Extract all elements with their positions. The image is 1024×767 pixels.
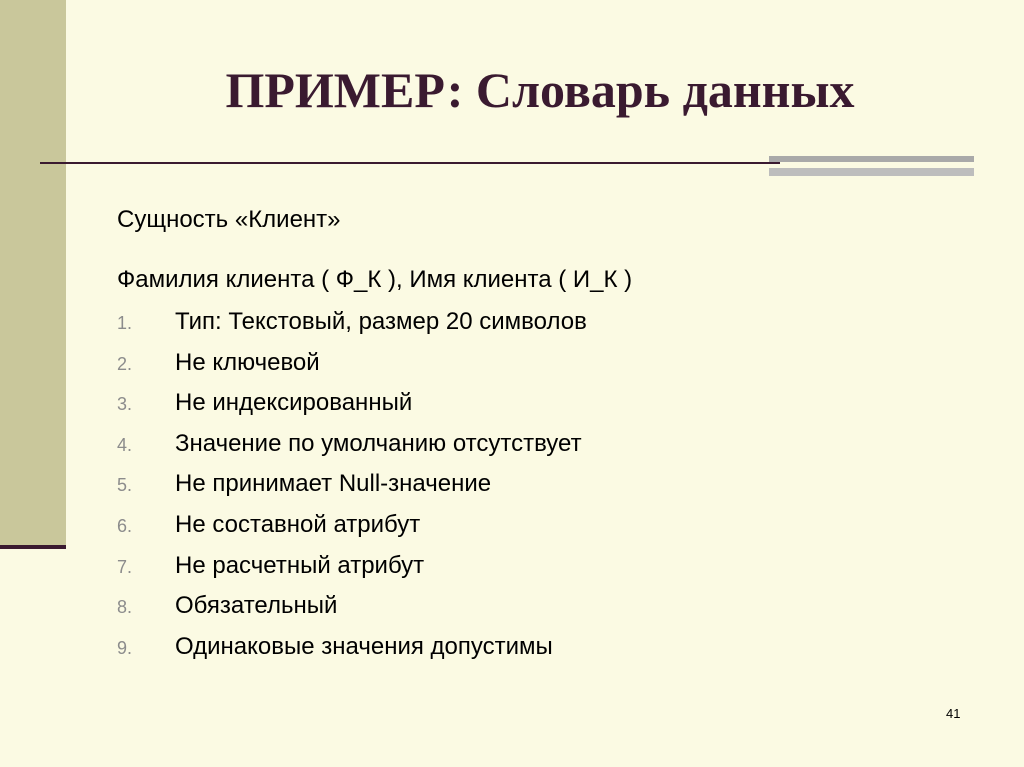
list-item-number: 8. [117, 597, 133, 618]
list-item-text: Не принимает Null-значение [175, 470, 492, 498]
list-item-number: 6. [117, 515, 133, 536]
list-item-text: Обязательный [175, 592, 338, 620]
entity-heading: Сущность «Клиент» [117, 206, 341, 233]
slide-title: ПРИМЕР: Словарь данных [225, 62, 855, 118]
title-divider-accent-bottom [769, 168, 974, 176]
left-bar-underline [0, 545, 66, 549]
list-item-number: 3. [117, 394, 133, 415]
list-item-text: Одинаковые значения допустимы [175, 632, 553, 660]
list-item-text: Значение по умолчанию отсутствует [175, 429, 582, 457]
list-item-number: 1. [117, 313, 133, 333]
list-item [117, 552, 587, 593]
list-item [117, 592, 587, 633]
list-item [117, 633, 587, 674]
list-item-number: 7. [117, 556, 133, 577]
attributes-heading: Фамилия клиента ( Ф_К ), Имя клиента ( И_К ) [117, 266, 633, 293]
list-item [117, 430, 587, 471]
list-item-text: Не расчетный атрибут [175, 551, 425, 579]
list-item-text: Не индексированный [175, 389, 413, 417]
title-divider-line [40, 162, 780, 164]
list-item-number: 4. [117, 434, 133, 455]
page-number: 41 [946, 706, 961, 721]
list-item-number: 5. [117, 475, 133, 496]
list-item [117, 470, 587, 511]
list-item [117, 511, 587, 552]
list-item-text: Не ключевой [175, 348, 320, 376]
attribute-properties-list [117, 308, 587, 673]
list-item [117, 389, 587, 430]
list-item-text: Не составной атрибут [175, 510, 421, 538]
title-divider-accent-top [769, 156, 974, 162]
list-item-number: 2. [117, 353, 133, 374]
list-item-number: 9. [117, 637, 133, 658]
list-item [117, 349, 587, 390]
list-item-text: Тип: Текстовый, размер 20 символов [175, 308, 587, 335]
list-item [117, 308, 587, 349]
